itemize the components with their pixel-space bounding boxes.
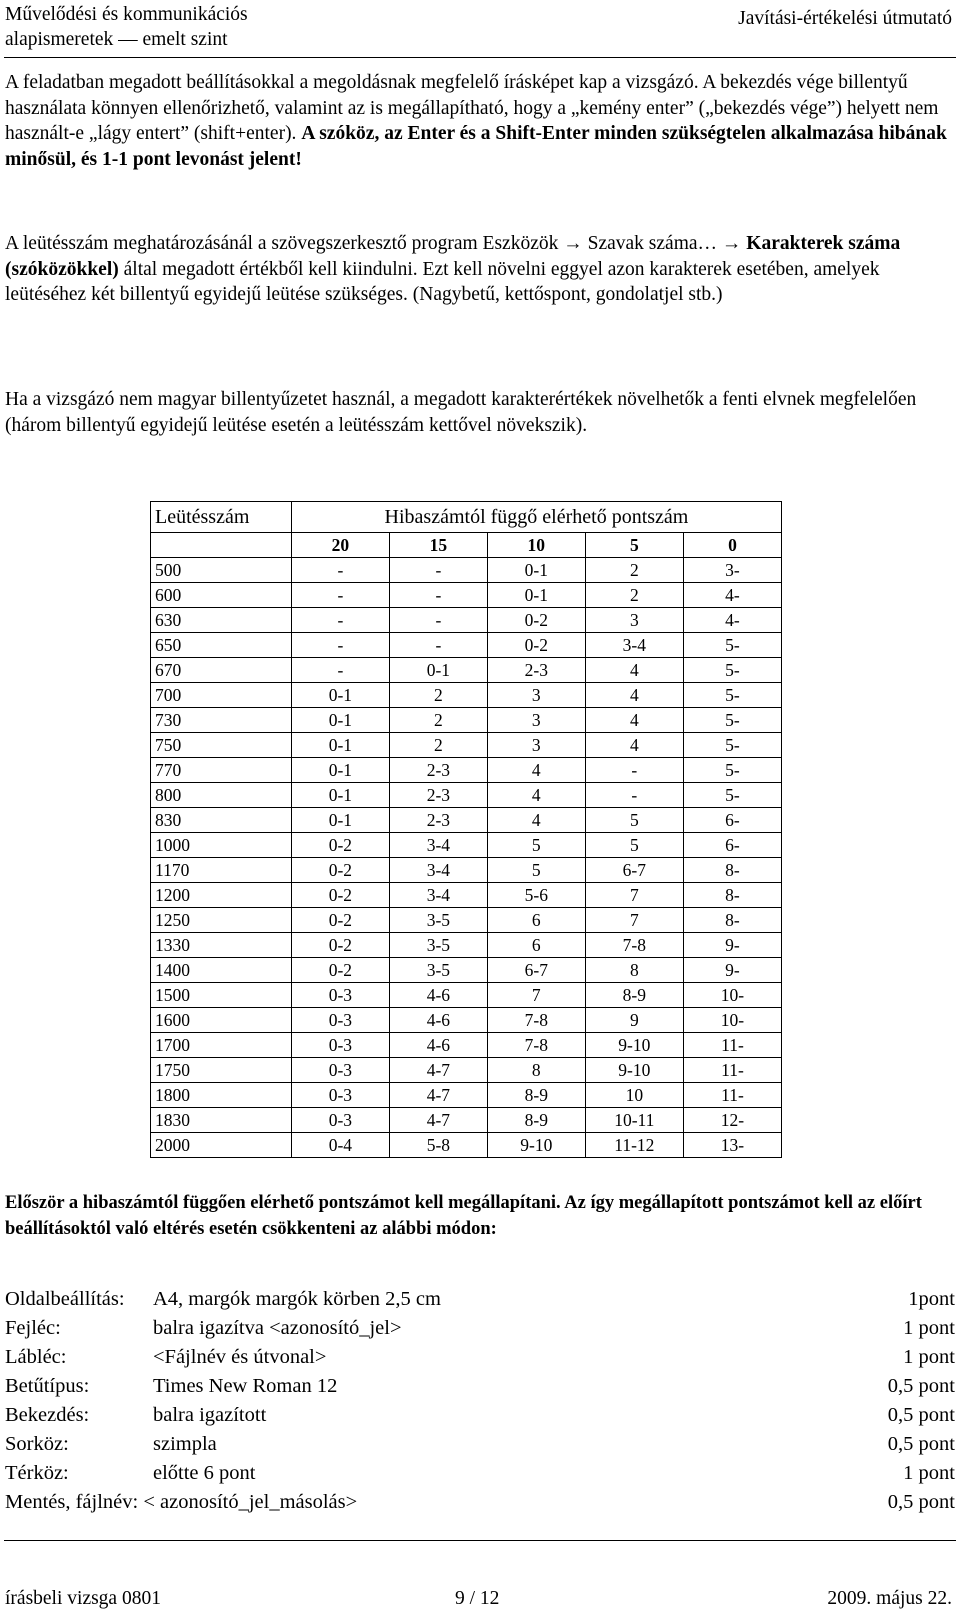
score-cell: 0-1 <box>291 783 389 808</box>
score-cell: 7-8 <box>487 1033 585 1058</box>
score-cell: 9-10 <box>487 1133 585 1158</box>
deduction-label: Bekezdés: <box>5 1404 90 1426</box>
score-cell: 2-3 <box>487 658 585 683</box>
score-cell: 12- <box>683 1108 781 1133</box>
score-cell: 5 <box>585 833 683 858</box>
keystroke-cell: 1000 <box>151 833 292 858</box>
table-row <box>151 958 782 983</box>
header-left <box>5 2 248 52</box>
score-cell: 7 <box>585 883 683 908</box>
deduction-value: szimpla <box>153 1433 217 1455</box>
score-cell: 0-1 <box>291 733 389 758</box>
deduction-points: 0,5 pont <box>887 1491 955 1513</box>
keystroke-cell: 1400 <box>151 958 292 983</box>
header-level: alapismeretek — emelt szint <box>5 29 228 50</box>
score-cell: - <box>389 558 487 583</box>
score-cell: 7-8 <box>585 933 683 958</box>
score-cell: 4-6 <box>389 1008 487 1033</box>
score-cell: 5- <box>683 758 781 783</box>
table-row <box>151 1133 782 1158</box>
score-cell: 9- <box>683 933 781 958</box>
score-cell: 0-3 <box>291 983 389 1008</box>
subheader-empty <box>151 533 292 558</box>
deduction-value: A4, margók margók körben 2,5 cm <box>153 1288 441 1310</box>
score-cell: 8- <box>683 858 781 883</box>
score-cell: 6 <box>487 933 585 958</box>
score-cell: 4 <box>585 658 683 683</box>
keystroke-cell: 1800 <box>151 1083 292 1108</box>
table-row <box>151 983 782 1008</box>
score-cell: 0-1 <box>291 758 389 783</box>
deduction-points: 1 pont <box>903 1346 955 1368</box>
header-title: Javítási-értékelési útmutató <box>738 8 952 29</box>
deduction-item <box>5 1459 955 1488</box>
score-cell: 0-2 <box>291 958 389 983</box>
table-row <box>151 683 782 708</box>
score-cell: 0-3 <box>291 1033 389 1058</box>
col-header-keystrokes: Leütésszám <box>151 502 292 533</box>
score-cell: 3-5 <box>389 908 487 933</box>
score-cell: 0-1 <box>291 808 389 833</box>
score-cell: 4 <box>585 708 683 733</box>
deduction-item <box>5 1401 955 1430</box>
table-row <box>151 1108 782 1133</box>
keystroke-cell: 2000 <box>151 1133 292 1158</box>
score-cell: 10-11 <box>585 1108 683 1133</box>
score-cell: 5 <box>487 858 585 883</box>
score-cell: 8 <box>487 1058 585 1083</box>
score-cell: 0-2 <box>291 883 389 908</box>
score-cell: - <box>389 633 487 658</box>
score-cell: 4 <box>585 733 683 758</box>
score-cell: 3-4 <box>585 633 683 658</box>
score-cell: 0-1 <box>389 658 487 683</box>
table-row <box>151 758 782 783</box>
table-row <box>151 633 782 658</box>
subheader-cell: 20 <box>291 533 389 558</box>
score-table <box>150 501 782 1158</box>
score-cell: 3 <box>487 708 585 733</box>
score-cell: 0-1 <box>291 683 389 708</box>
score-cell: 0-3 <box>291 1008 389 1033</box>
score-cell: 6-7 <box>585 858 683 883</box>
score-cell: 9-10 <box>585 1033 683 1058</box>
deduction-item <box>5 1285 955 1314</box>
paragraph-deduction-intro: Először a hibaszámtól függően elérhető pontszámot kell megállapítani. Az így megállapított pontszámot kell az előírt beállításoktól való eltérés esetén csökkenteni az alábbi módon: <box>5 1193 922 1239</box>
deduction-points: 0,5 pont <box>887 1433 955 1455</box>
keystroke-cell: 1700 <box>151 1033 292 1058</box>
deduction-item <box>5 1314 955 1343</box>
keystroke-text-bold: Karakterek száma (szóközökkel) <box>5 233 901 280</box>
score-cell: 3-4 <box>389 833 487 858</box>
score-cell: 4 <box>487 783 585 808</box>
deduction-points: 0,5 pont <box>887 1375 955 1397</box>
score-cell: 0-2 <box>487 608 585 633</box>
score-cell: - <box>291 633 389 658</box>
score-cell: - <box>291 558 389 583</box>
paragraph-formatting <box>5 70 957 172</box>
table-row <box>151 1008 782 1033</box>
score-cell: 7-8 <box>487 1008 585 1033</box>
score-cell: 3-5 <box>389 958 487 983</box>
table-row <box>151 583 782 608</box>
score-cell: 5 <box>585 808 683 833</box>
score-cell: 8 <box>585 958 683 983</box>
table-row <box>151 558 782 583</box>
paragraph-keystroke-count <box>5 231 957 308</box>
keystroke-text-2: által megadott értékből kell kiindulni. Ezt kell növelni eggyel azon karakterek esetében, amelyek leütéséhez két billentyű egyidejű leütése szükséges. (Nagybetű, kettőspont, gondolatjel stb.) <box>5 258 880 305</box>
score-cell: 5- <box>683 733 781 758</box>
deduction-points: 1 pont <box>903 1462 955 1484</box>
score-cell: 9 <box>585 1008 683 1033</box>
score-cell: 11- <box>683 1058 781 1083</box>
table-row <box>151 1033 782 1058</box>
score-cell: 11-12 <box>585 1133 683 1158</box>
deduction-label: Fejléc: <box>5 1317 61 1339</box>
score-cell: - <box>291 608 389 633</box>
score-cell: 2-3 <box>389 808 487 833</box>
table-row <box>151 908 782 933</box>
score-cell: 4-7 <box>389 1108 487 1133</box>
header-subject: Művelődési és kommunikációs <box>5 4 248 25</box>
table-row <box>151 733 782 758</box>
score-cell: 3- <box>683 558 781 583</box>
score-cell: 6- <box>683 808 781 833</box>
keystroke-cell: 730 <box>151 708 292 733</box>
subheader-cell: 15 <box>389 533 487 558</box>
score-cell: 4- <box>683 608 781 633</box>
deduction-points: 1pont <box>908 1288 955 1310</box>
keystroke-cell: 500 <box>151 558 292 583</box>
score-cell: 3 <box>487 683 585 708</box>
score-cell: 0-2 <box>291 833 389 858</box>
keystroke-cell: 770 <box>151 758 292 783</box>
score-cell: 0-2 <box>291 858 389 883</box>
score-cell: 4- <box>683 583 781 608</box>
score-cell: 3 <box>585 608 683 633</box>
table-row <box>151 883 782 908</box>
score-cell: 2 <box>585 558 683 583</box>
score-cell: 5- <box>683 708 781 733</box>
deduction-label: Mentés, fájlnév: < azonosító_jel_másolás> <box>5 1491 358 1513</box>
score-cell: 8-9 <box>487 1108 585 1133</box>
deduction-value: <Fájlnév és útvonal> <box>153 1346 327 1368</box>
table-row <box>151 783 782 808</box>
score-cell: 10- <box>683 1008 781 1033</box>
deduction-points: 1 pont <box>903 1317 955 1339</box>
keystroke-cell: 1330 <box>151 933 292 958</box>
score-cell: 0-2 <box>487 633 585 658</box>
score-cell: 5-6 <box>487 883 585 908</box>
score-cell: 0-2 <box>291 908 389 933</box>
score-cell: 0-2 <box>291 933 389 958</box>
deduction-label: Sorköz: <box>5 1433 69 1455</box>
score-cell: - <box>291 583 389 608</box>
keystroke-cell: 1500 <box>151 983 292 1008</box>
score-cell: 0-3 <box>291 1083 389 1108</box>
page-header <box>0 0 960 56</box>
score-cell: 8-9 <box>487 1083 585 1108</box>
score-cell: 10- <box>683 983 781 1008</box>
keystroke-cell: 1750 <box>151 1058 292 1083</box>
score-cell: 3-4 <box>389 883 487 908</box>
score-cell: - <box>585 783 683 808</box>
table-row <box>151 608 782 633</box>
deduction-label: Lábléc: <box>5 1346 67 1368</box>
score-cell: 6 <box>487 908 585 933</box>
score-cell: - <box>389 608 487 633</box>
score-cell: 5- <box>683 783 781 808</box>
score-cell: 9-10 <box>585 1058 683 1083</box>
score-cell: 4-6 <box>389 983 487 1008</box>
deduction-item <box>5 1430 955 1459</box>
keystroke-cell: 1170 <box>151 858 292 883</box>
score-cell: 7 <box>487 983 585 1008</box>
keystroke-cell: 800 <box>151 783 292 808</box>
keystroke-cell: 1200 <box>151 883 292 908</box>
score-cell: 2-3 <box>389 758 487 783</box>
score-cell: 5- <box>683 683 781 708</box>
score-cell: 3-5 <box>389 933 487 958</box>
score-cell: 2 <box>389 733 487 758</box>
score-cell: 11- <box>683 1083 781 1108</box>
paragraph-keyboard: Ha a vizsgázó nem magyar billentyűzetet használ, a megadott karakterértékek növelhetők a fenti elvnek megfelelően (három billentyű egyidejű leütése esetén a leütésszám kettővel növekszik). <box>5 389 917 436</box>
deduction-value: Times New Roman 12 <box>153 1375 338 1397</box>
keystroke-cell: 700 <box>151 683 292 708</box>
score-cell: - <box>291 658 389 683</box>
keystroke-cell: 1600 <box>151 1008 292 1033</box>
score-cell: 0-3 <box>291 1058 389 1083</box>
score-cell: 6- <box>683 833 781 858</box>
keystroke-cell: 650 <box>151 633 292 658</box>
score-cell: 8- <box>683 908 781 933</box>
deduction-item <box>5 1343 955 1372</box>
score-cell: - <box>585 758 683 783</box>
keystroke-cell: 1250 <box>151 908 292 933</box>
score-cell: 5-8 <box>389 1133 487 1158</box>
score-cell: 5- <box>683 658 781 683</box>
score-cell: 4 <box>487 808 585 833</box>
score-cell: 5 <box>487 833 585 858</box>
deduction-value: előtte 6 pont <box>153 1462 256 1484</box>
keystroke-cell: 1830 <box>151 1108 292 1133</box>
score-cell: 2 <box>389 708 487 733</box>
table-row <box>151 808 782 833</box>
score-cell: 4-7 <box>389 1083 487 1108</box>
score-cell: 13- <box>683 1133 781 1158</box>
score-cell: 0-1 <box>291 708 389 733</box>
subheader-cell: 5 <box>585 533 683 558</box>
table-row <box>151 658 782 683</box>
score-cell: 4-6 <box>389 1033 487 1058</box>
score-cell: 2 <box>389 683 487 708</box>
deduction-label: Térköz: <box>5 1462 69 1484</box>
score-cell: 7 <box>585 908 683 933</box>
table-row <box>151 1058 782 1083</box>
score-cell: 3 <box>487 733 585 758</box>
score-cell: 8-9 <box>585 983 683 1008</box>
table-row <box>151 833 782 858</box>
score-cell: 4-7 <box>389 1058 487 1083</box>
footer-page-number: 9 / 12 <box>455 1588 500 1609</box>
keystroke-cell: 670 <box>151 658 292 683</box>
score-cell: 6-7 <box>487 958 585 983</box>
score-cell: 11- <box>683 1033 781 1058</box>
deduction-list <box>5 1285 955 1517</box>
score-cell: 3-4 <box>389 858 487 883</box>
keystroke-cell: 830 <box>151 808 292 833</box>
score-cell: 5- <box>683 633 781 658</box>
table-header-row <box>151 502 782 533</box>
table-row <box>151 933 782 958</box>
score-cell: 0-1 <box>487 558 585 583</box>
score-cell: 0-1 <box>487 583 585 608</box>
deduction-points: 0,5 pont <box>887 1404 955 1426</box>
paragraph-formatting-text: A feladatban megadott beállításokkal a megoldásnak megfelelő írásképet kap a vizsgázó. A bekezdés vége billentyű használata könnyen ellenőrizhető, valamint az is megállapítható, hogy a „kemény enter” („bekezdés vége”) helyett nem használt-e „lágy entert” (shift+enter). <box>5 72 939 144</box>
deduction-item <box>5 1488 955 1517</box>
subheader-cell: 0 <box>683 533 781 558</box>
deduction-label: Betűtípus: <box>5 1375 90 1397</box>
score-cell: 4 <box>585 683 683 708</box>
score-cell: 0-3 <box>291 1108 389 1133</box>
deduction-value: balra igazított <box>153 1404 267 1426</box>
table-row <box>151 858 782 883</box>
table-subheader-row <box>151 533 782 558</box>
keystroke-cell: 750 <box>151 733 292 758</box>
deduction-item <box>5 1372 955 1401</box>
table-row <box>151 708 782 733</box>
footer-divider <box>4 1540 956 1541</box>
score-cell: 9- <box>683 958 781 983</box>
footer-exam: írásbeli vizsga 0801 <box>5 1588 161 1609</box>
score-cell: 8- <box>683 883 781 908</box>
keystroke-cell: 600 <box>151 583 292 608</box>
keystroke-text-1: A leütésszám meghatározásánál a szövegszerkesztő program Eszközök → Szavak száma… → <box>5 233 742 254</box>
keystroke-cell: 630 <box>151 608 292 633</box>
subheader-cell: 10 <box>487 533 585 558</box>
footer-date: 2009. május 22. <box>827 1588 952 1609</box>
deduction-label: Oldalbeállítás: <box>5 1288 125 1310</box>
score-cell: 0-4 <box>291 1133 389 1158</box>
score-cell: 4 <box>487 758 585 783</box>
score-cell: 10 <box>585 1083 683 1108</box>
paragraph-formatting-warning: A szóköz, az Enter és a Shift-Enter minden szükségtelen alkalmazása hibának minősül, és 1-1 pont levonást jelent! <box>5 123 947 170</box>
table-row <box>151 1083 782 1108</box>
score-cell: - <box>389 583 487 608</box>
deduction-value: balra igazítva <azonosító_jel> <box>153 1317 402 1339</box>
score-cell: 2-3 <box>389 783 487 808</box>
col-header-group: Hibaszámtól függő elérhető pontszám <box>291 502 781 533</box>
score-cell: 2 <box>585 583 683 608</box>
header-divider <box>4 57 956 58</box>
